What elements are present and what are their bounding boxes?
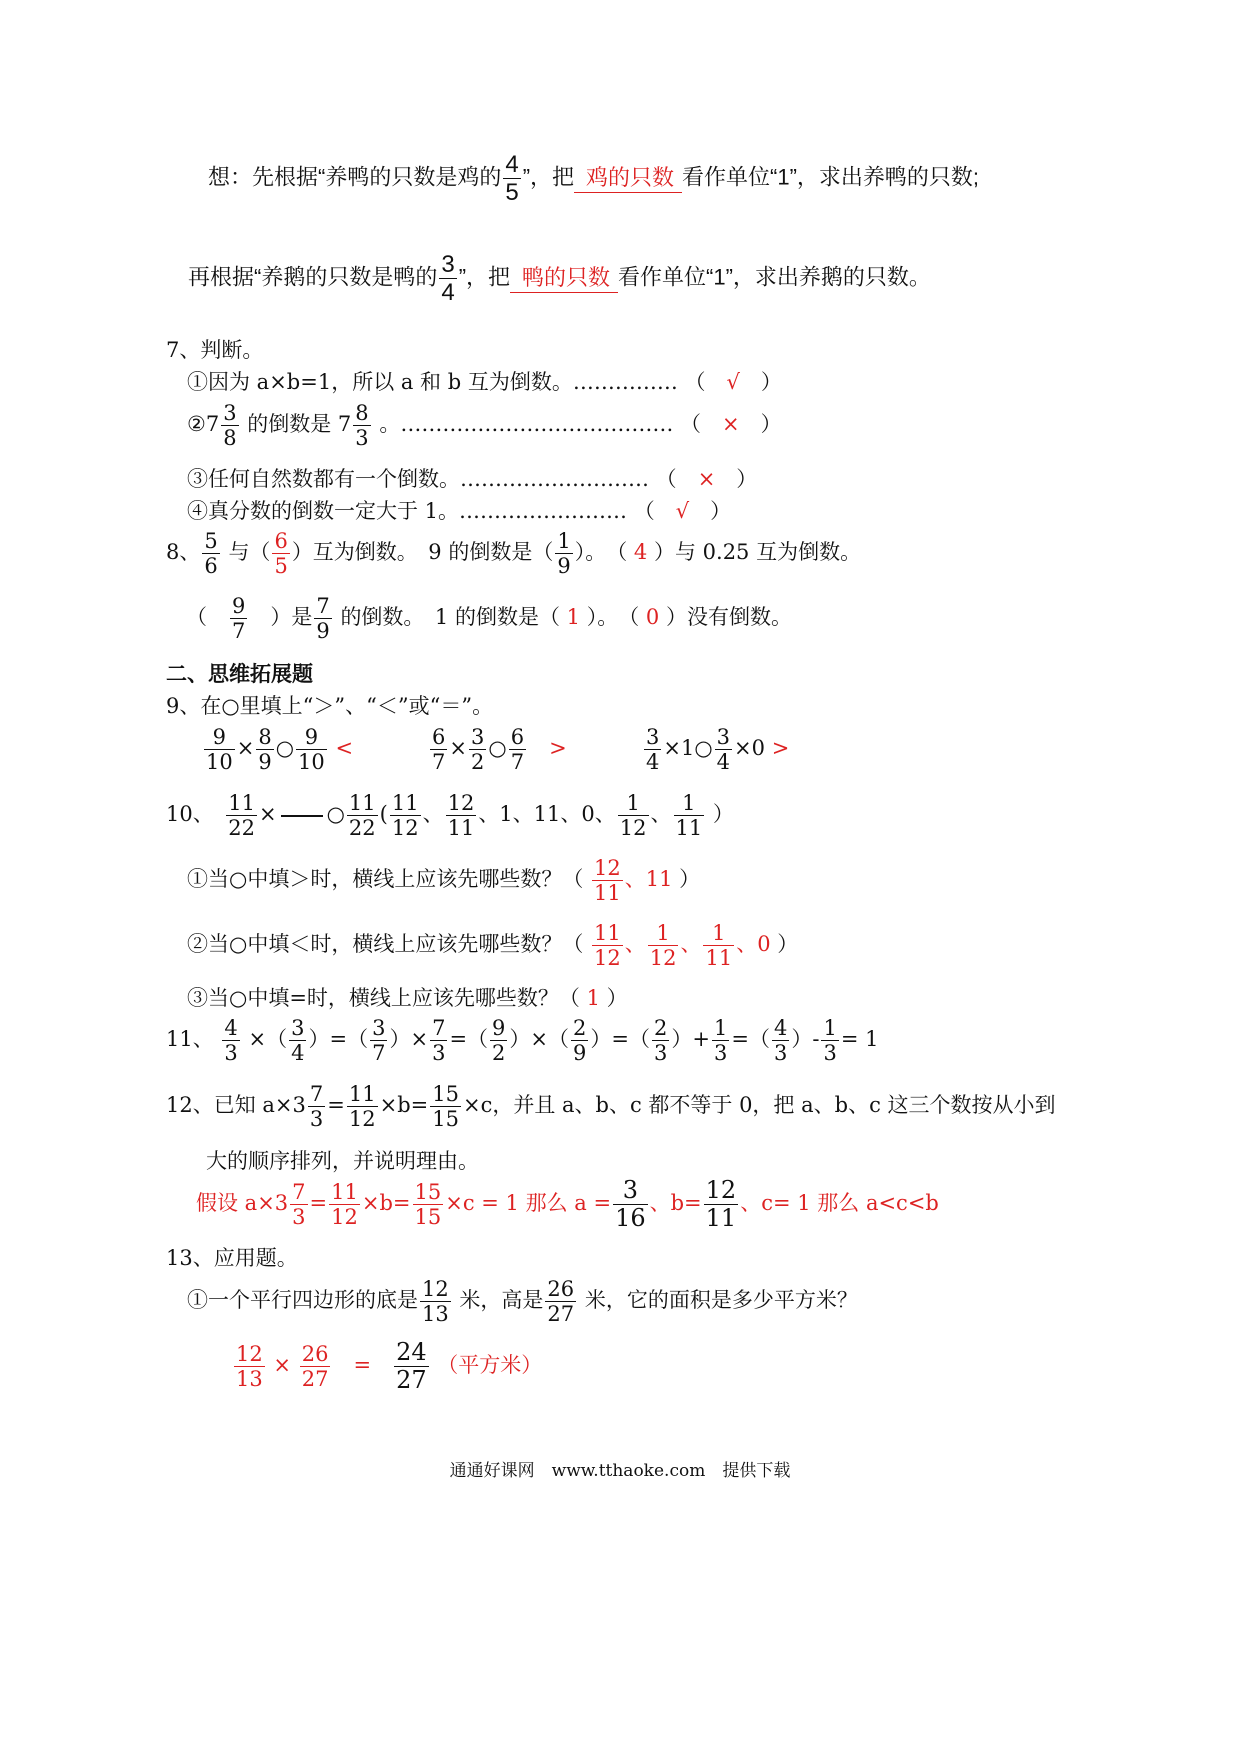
q8-line-1: 8、 $\frac{5}{6}$ 与（ $\frac{6}{5}$ ）互为倒数。 9 的倒数是（ $\frac{1}{9}$ ）。 （ 4 ）与 0.25 互为倒数。 bbox=[166, 529, 862, 579]
q13-answer: $\frac{12}{13}$ × $\frac{26}{27}$ = $\frac{24}{27}$ （平方米） bbox=[236, 1338, 543, 1395]
fraction: $\frac{3}{8}$ bbox=[223, 401, 237, 451]
q7-item-1: ①因为 a×b=1，所以 a 和 b 互为倒数。…………… （ √ ） bbox=[187, 370, 782, 394]
q9-expr-3: $\frac{3}{4}$ ×1○ $\frac{3}{4}$ ×0 > bbox=[646, 725, 790, 775]
q9-title: 9、在○里填上“＞”、“＜”或“＝”。 bbox=[166, 694, 494, 718]
answer-chicken: 鸡的只数 bbox=[574, 161, 682, 193]
answer: √ bbox=[675, 499, 690, 523]
answer: 0 bbox=[645, 605, 660, 630]
q12-line-2: 大的顺序排列，并说明理由。 bbox=[206, 1149, 479, 1173]
fraction: $\frac{7}{9}$ bbox=[316, 594, 330, 644]
answer-fraction: $\frac{9}{7}$ bbox=[232, 594, 246, 644]
q13-title: 13、应用题。 bbox=[166, 1246, 298, 1270]
answer: > bbox=[549, 736, 567, 761]
q7-item-2: ②7 $\frac{3}{8}$ 的倒数是 7 $\frac{8}{3}$ 。………………………………… （ × ） bbox=[187, 401, 782, 451]
q12-line-1: 12、已知 a×3 $\frac{7}{3}$ = $\frac{11}{12}$ ×b= $\frac{15}{15}$ ×c，并且 a、b、c 都不等于 0，把 a、b、c 这三个数按从小到 bbox=[166, 1082, 1056, 1132]
q7-item-4: ④真分数的倒数一定大于 1。…………………… （ √ ） bbox=[187, 499, 732, 523]
answer: 1 bbox=[566, 605, 581, 630]
answer: 4 bbox=[633, 540, 648, 565]
answer: × bbox=[722, 412, 740, 437]
q12-answer: 假设 a×3 $\frac{7}{3}$ = $\frac{11}{12}$ ×b= $\frac{15}{15}$ ×c = 1 那么 a = $\frac{3}{16}$ 、b= $\frac{12}{11}$ 、c= 1 那么 a<c<b bbox=[196, 1176, 939, 1233]
footer: 通通好课网 www.tthaoke.com 提供下载 bbox=[449, 1461, 791, 1481]
answer: > bbox=[771, 736, 790, 761]
answer: √ bbox=[726, 370, 740, 394]
think-line-1: 想：先根据“养鸭的只数是鸡的 $\frac{4}{5}$ ”，把 鸡的只数 看作单位“1”，求出养鸭的只数; bbox=[208, 151, 980, 207]
q10-sub-2: ②当○中填＜时，横线上应该先哪些数？（ $\frac{11}{12}$ 、 $\frac{1}{12}$ 、 $\frac{1}{11}$ 、0 ） bbox=[187, 921, 799, 971]
fraction: $\frac{5}{6}$ bbox=[204, 529, 218, 579]
q13-question: ①一个平行四边形的底是 $\frac{12}{13}$ 米，高是 $\frac{26}{27}$ 米，它的面积是多少平方米？ bbox=[187, 1277, 858, 1327]
q8-line-2: （ $\frac{9}{7}$ ）是 $\frac{7}{9}$ 的倒数。 1 的倒数是（ 1 ）。 （ 0 ）没有倒数。 bbox=[186, 594, 792, 644]
q7-item-3: ③任何自然数都有一个倒数。……………………… （ × ） bbox=[187, 467, 758, 491]
q11-expr: 11、 $\frac{4}{3}$ ×（ $\frac{3}{4}$ ）=（ $\frac{3}{7}$ ）× $\frac{7}{3}$ =（ $\frac{9}{2}$ ）×（ $\frac{2}{9}$ ）=（ $\frac{2}{3}$ ）+ $\frac{1}{3}$ =（ $\frac{4}{3}$ ）- $\frac{1}{3}$ = 1 bbox=[166, 1016, 879, 1066]
fraction: $\frac{4}{5}$ bbox=[505, 151, 519, 207]
fraction: $\frac{3}{4}$ bbox=[441, 251, 455, 307]
fraction: $\frac{8}{3}$ bbox=[355, 401, 369, 451]
answer-blank bbox=[281, 815, 323, 817]
q7-title: 7、判断。 bbox=[166, 338, 264, 362]
section-2-heading: 二、思维拓展题 bbox=[166, 662, 313, 686]
answer-fraction: $\frac{1}{9}$ bbox=[557, 529, 571, 579]
answer: × bbox=[697, 467, 716, 491]
answer: < bbox=[335, 736, 354, 761]
answer-fraction: $\frac{6}{5}$ bbox=[274, 529, 288, 579]
q9-expr-1: $\frac{9}{10}$ × $\frac{8}{9}$ ○ $\frac{9}{10}$ < bbox=[206, 725, 354, 775]
think-line-2: 再根据“养鹅的只数是鸭的 $\frac{3}{4}$ ”，把 鸭的只数 看作单位“1”，求出养鹅的只数。 bbox=[188, 251, 931, 307]
q10-sub-1: ①当○中填＞时，横线上应该先哪些数？（ $\frac{12}{11}$ 、11 ） bbox=[187, 856, 701, 906]
q10-expr: 10、 $\frac{11}{22}$ × ○ $\frac{11}{22}$ ( $\frac{11}{12}$ 、 $\frac{12}{11}$ 、1、11、0、 $\frac{1}{12}$ 、 $\frac{1}{11}$ ） bbox=[166, 791, 734, 841]
q9-expr-2: $\frac{6}{7}$ × $\frac{3}{2}$ ○ $\frac{6}{7}$ > bbox=[432, 725, 567, 775]
q10-sub-3: ③当○中填=时，横线上应该先哪些数？（ 1 ） bbox=[187, 986, 628, 1010]
answer-duck: 鸭的只数 bbox=[510, 261, 618, 293]
